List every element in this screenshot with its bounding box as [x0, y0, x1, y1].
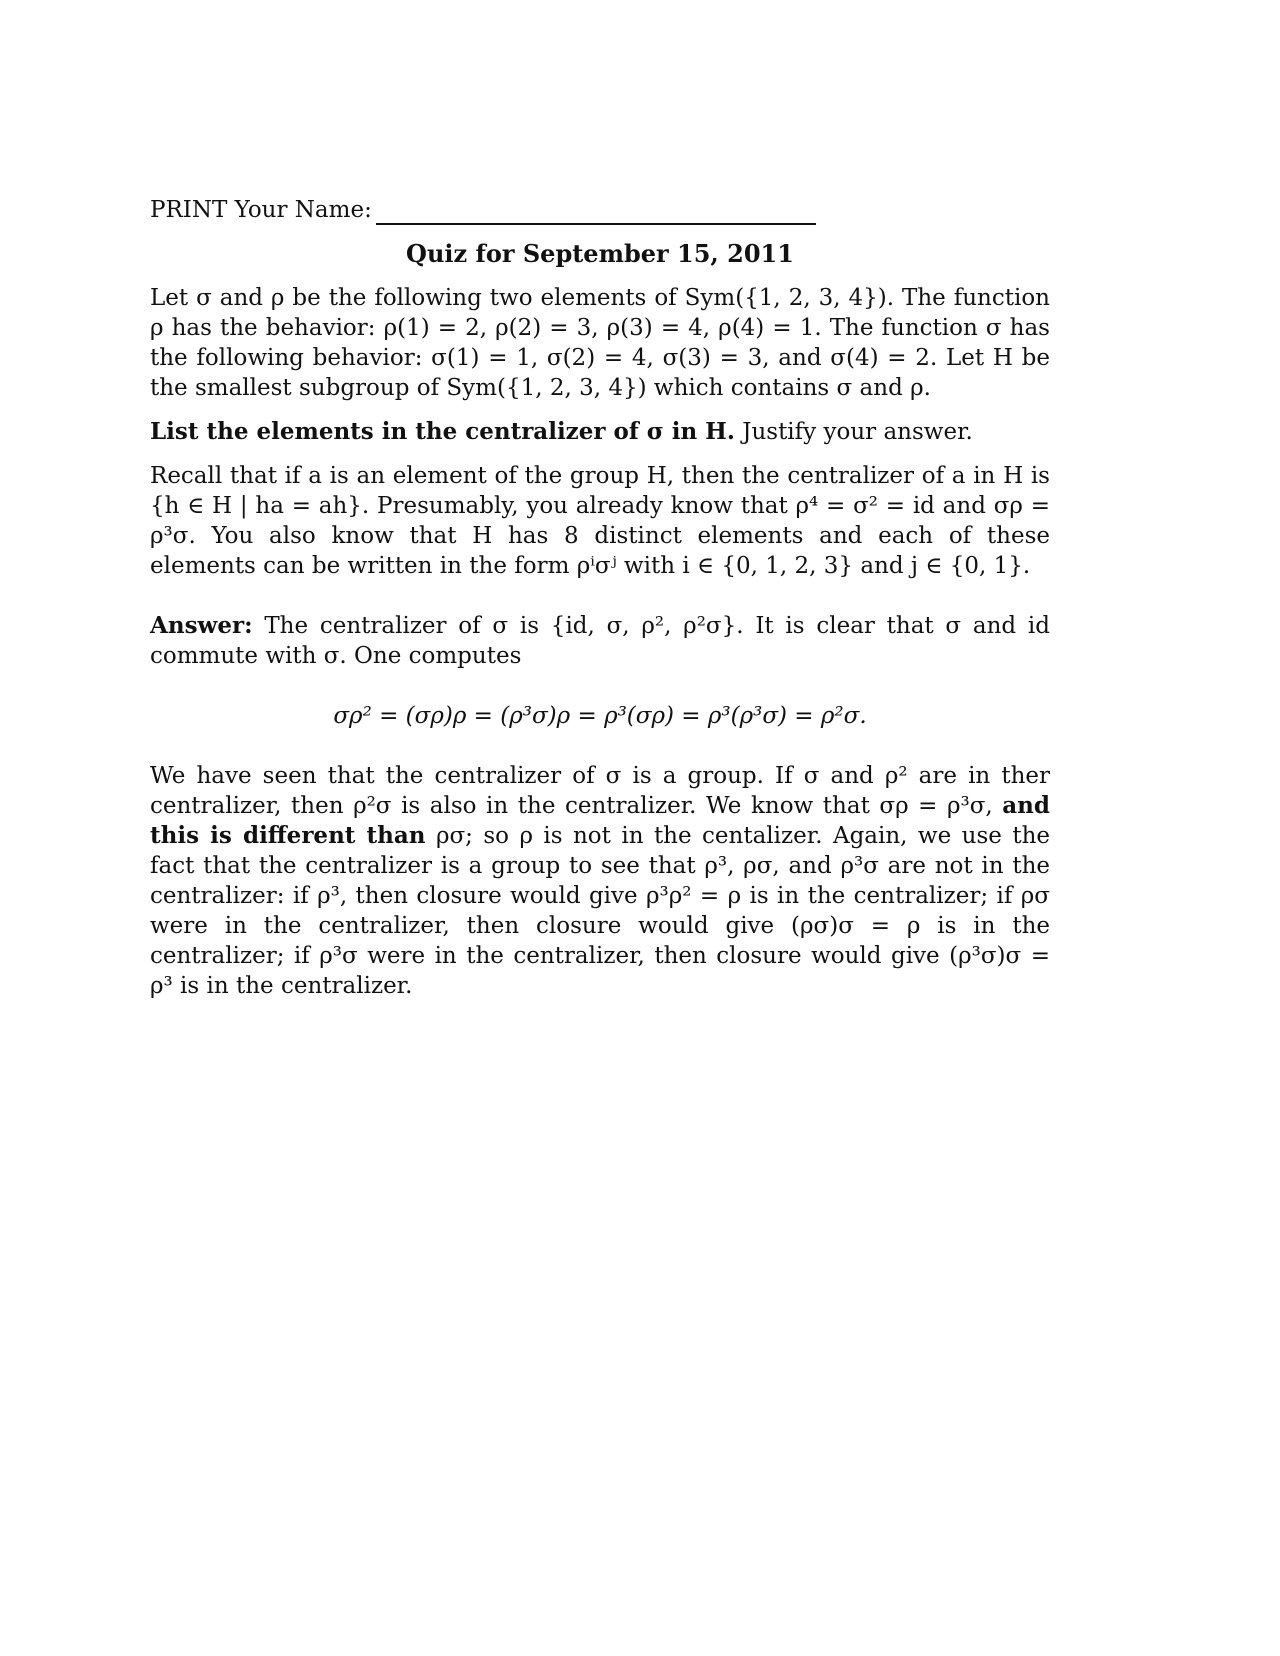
name-line: [150, 195, 1050, 225]
name-blank-line: [376, 201, 816, 225]
conclusion-part1: We have seen that the centralizer of σ is a group. If σ and ρ² are in ther centralizer, then ρ²σ is also in the centralizer. We know that σρ = ρ³σ,: [150, 763, 1050, 819]
task-rest: Justify your answer.: [734, 419, 973, 445]
recall-paragraph: Recall that if a is an element of the group H, then the centralizer of a in H is {h ∈ H | ha = ah}. Presumably, you already know that ρ⁴ = σ² = id and σρ = ρ³σ. You also know that H has 8 distinct elements and each of these elements can be written in the form ρⁱσʲ with i ∈ {0, 1, 2, 3} and j ∈ {0, 1}.: [150, 463, 1050, 579]
conclusion-bold: and this is different than: [150, 792, 1050, 849]
answer-label: Answer:: [150, 612, 253, 639]
conclusion-paragraph: [150, 761, 1050, 1001]
answer-text: The centralizer of σ is {id, σ, ρ², ρ²σ}. It is clear that σ and id commute with σ. One computes: [150, 613, 1050, 669]
quiz-title: Quiz for September 15, 2011: [406, 239, 794, 268]
display-equation: σρ² = (σρ)ρ = (ρ³σ)ρ = ρ³(σρ) = ρ³(ρ³σ) = ρ²σ.: [333, 703, 867, 729]
conclusion-part2: ρσ; so ρ is not in the centalizer. Again, we use the fact that the centralizer is a group to see that ρ³, ρσ, and ρ³σ are not in the centralizer: if ρ³, then closure would give ρ³ρ² = ρ is in the centralizer; if ρσ were in the centralizer, then closure would give (ρσ)σ = ρ is in the centralizer; if ρ³σ were in the centralizer, then closure would give (ρ³σ)σ = ρ³ is in the centralizer.: [150, 823, 1050, 999]
task-paragraph: [150, 417, 1050, 447]
answer-paragraph: [150, 611, 1050, 671]
name-label: PRINT Your Name:: [150, 197, 372, 223]
quiz-page: [150, 195, 1050, 1001]
problem-statement: Let σ and ρ be the following two elements of Sym({1, 2, 3, 4}). The function ρ has the behavior: ρ(1) = 2, ρ(2) = 3, ρ(3) = 4, ρ(4) = 1. The function σ has the following behavior: σ(1) = 1, σ(2) = 4, σ(3) = 3, and σ(4) = 2. Let H be the smallest subgroup of Sym({1, 2, 3, 4}) which contains σ and ρ.: [150, 285, 1050, 401]
task-bold: List the elements in the centralizer of σ in H.: [150, 418, 735, 445]
